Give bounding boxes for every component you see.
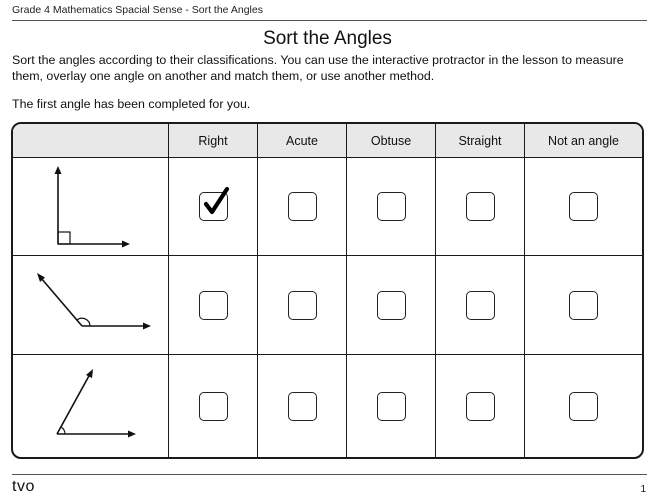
angle-cell-row-2 [13,256,169,355]
checkbox-straight-row-3[interactable] [466,392,495,421]
answer-cell [436,355,525,457]
checkbox-obtuse-row-1[interactable] [377,192,406,221]
checkbox-acute-row-1[interactable] [288,192,317,221]
answer-cell [525,158,642,256]
right-angle-icon [13,158,169,256]
angle-sorting-table [11,122,644,459]
answer-cell [347,158,436,256]
checkbox-right-row-2[interactable] [199,291,228,320]
document-header-title: Grade 4 Mathematics Spacial Sense - Sort the Angles [12,4,263,16]
footer-divider [12,474,647,475]
page-title: Sort the Angles [263,28,392,49]
checkbox-acute-row-3[interactable] [288,392,317,421]
instructions-text: Sort the angles according to their classifications. You can use the interactive protractor in the lesson to measure them, overlay one angle on another and match them, or use another method. [12,53,624,83]
answer-cell [347,355,436,457]
corner-header-cell [13,124,169,158]
answer-cell [436,158,525,256]
page-number: 1 [640,484,646,495]
column-header-right: Right [169,124,258,158]
answer-cell [436,256,525,355]
checkbox-right-row-1[interactable] [199,192,228,221]
tvo-logo: tvo [12,478,35,495]
answer-cell [258,158,347,256]
angle-cell-row-3 [13,355,169,457]
checkbox-not-an-angle-row-2[interactable] [569,291,598,320]
answer-cell [169,158,258,256]
obtuse-angle-icon [13,256,169,355]
checkbox-not-an-angle-row-3[interactable] [569,392,598,421]
column-header-acute: Acute [258,124,347,158]
checkbox-straight-row-2[interactable] [466,291,495,320]
answer-cell [258,256,347,355]
header-divider [12,20,647,21]
column-header-not-an-angle: Not an angle [525,124,642,158]
answer-cell [525,355,642,457]
checkbox-obtuse-row-3[interactable] [377,392,406,421]
checkbox-right-row-3[interactable] [199,392,228,421]
acute-angle-icon [13,355,169,457]
answer-cell [169,256,258,355]
answer-cell [258,355,347,457]
angle-cell-row-1 [13,158,169,256]
checkbox-straight-row-1[interactable] [466,192,495,221]
checkbox-obtuse-row-2[interactable] [377,291,406,320]
answer-cell [347,256,436,355]
answer-cell [169,355,258,457]
checkbox-acute-row-2[interactable] [288,291,317,320]
column-header-obtuse: Obtuse [347,124,436,158]
answer-cell [525,256,642,355]
checkbox-not-an-angle-row-1[interactable] [569,192,598,221]
column-header-straight: Straight [436,124,525,158]
completed-note: The first angle has been completed for you. [12,97,251,111]
